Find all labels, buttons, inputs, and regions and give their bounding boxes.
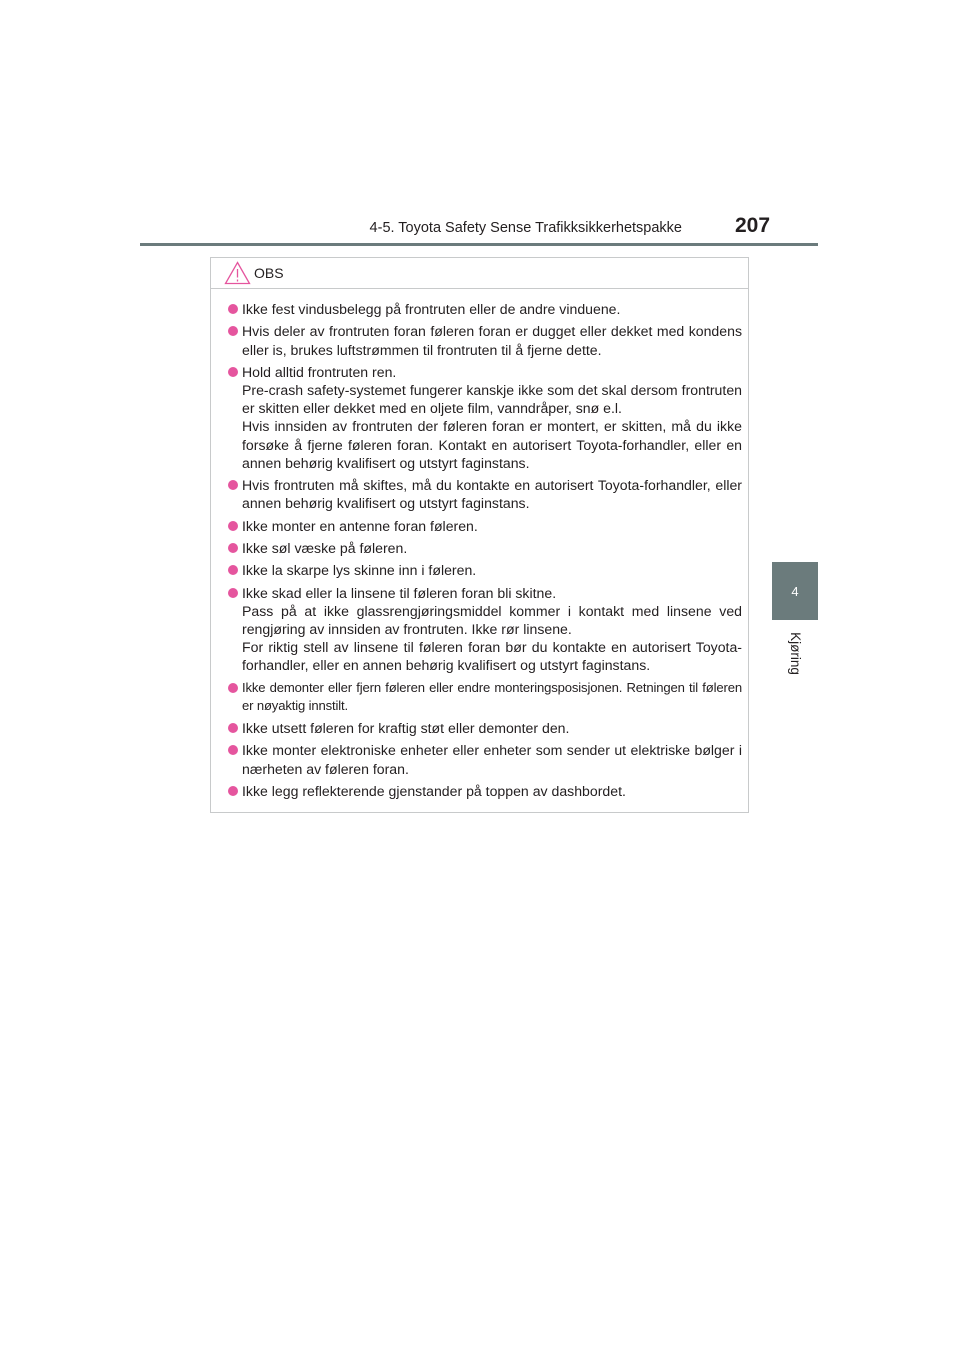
notice-box: [210, 257, 749, 813]
notice-item-text: Ikke søl væske på føleren.: [242, 539, 408, 556]
bullet-icon: [228, 683, 238, 693]
bullet-icon: [228, 588, 238, 598]
notice-item-text: Ikke demonter eller fjern føleren eller endre monteringsposisjonen. Retningen til føleren er nøyaktig innstilt.: [242, 679, 742, 713]
notice-item-text: Ikke utsett føleren for kraftig støt eller demonter den.: [242, 720, 570, 737]
notice-item: [228, 300, 742, 318]
notice-item: [228, 741, 742, 777]
bullet-icon: [228, 326, 238, 336]
chapter-label-wrapper: [773, 628, 817, 678]
notice-item: [228, 322, 742, 358]
notice-item-text: Ikke monter elektroniske enheter eller enheter som sender ut elektriske bølger i nærheten av føleren foran.: [242, 742, 742, 777]
notice-item: [228, 561, 742, 579]
bullet-icon: [228, 543, 238, 553]
bullet-icon: [228, 367, 238, 377]
section-title: 4-5. Toyota Safety Sense Trafikksikkerhetspakke: [369, 220, 682, 236]
notice-item-text: Hvis innsiden av frontruten der føleren foran er montert, er skitten, må du ikke forsøke å fjerne føleren foran. Kontakt en autorisert Toyota-forhandler, eller en annen behørig kvalifisert og utstyrt faginstans.: [242, 418, 742, 471]
notice-item-text: Pre-crash safety-systemet fungerer kanskje ikke som det skal dersom frontruten er skitten eller dekket med en oljete film, vanndråper, snø e.l.: [242, 382, 742, 417]
notice-list: [211, 289, 748, 800]
notice-item-text: Ikke fest vindusbelegg på frontruten eller de andre vinduene.: [242, 301, 621, 317]
notice-header: [211, 258, 748, 289]
notice-item-text: Ikke monter en antenne foran føleren.: [242, 517, 478, 534]
chapter-tab: [772, 562, 818, 620]
notice-item-text: Hvis deler av frontruten foran føleren foran er dugget eller dekket med kondens eller is, brukes luftstrømmen til frontruten til å fjerne dette.: [242, 323, 742, 358]
notice-title: OBS: [254, 265, 284, 281]
page-number: 207: [735, 214, 771, 237]
notice-item-text: Pass på at ikke glassrengjøringsmiddel kommer i kontakt med linsene ved rengjøring av innsiden av frontruten. Ikke rør linsene.: [242, 602, 742, 637]
notice-item: [228, 476, 742, 512]
bullet-icon: [228, 565, 238, 575]
bullet-icon: [228, 786, 238, 796]
bullet-icon: [228, 480, 238, 490]
header-rule: [140, 243, 818, 246]
warning-triangle-icon: [224, 261, 251, 285]
notice-item: [228, 539, 742, 557]
notice-item: [228, 782, 742, 800]
notice-item: [228, 679, 742, 715]
notice-item-text: Ikke legg reflekterende gjenstander på toppen av dashbordet.: [242, 782, 626, 799]
bullet-icon: [228, 304, 238, 314]
notice-item: [228, 363, 742, 472]
chapter-label: Kjøring: [787, 631, 803, 675]
notice-item-text: Hold alltid frontruten ren.: [242, 363, 397, 380]
bullet-icon: [228, 521, 238, 531]
chapter-number: 4: [791, 583, 799, 599]
notice-item: [228, 719, 742, 737]
notice-item-text: Ikke skad eller la linsene til føleren foran bli skitne.: [242, 584, 557, 601]
bullet-icon: [228, 745, 238, 755]
bullet-icon: [228, 723, 238, 733]
notice-item: [228, 517, 742, 535]
notice-item-text: Ikke la skarpe lys skinne inn i føleren.: [242, 562, 477, 579]
notice-item-text: Hvis frontruten må skiftes, må du kontakte en autorisert Toyota-forhandler, eller annen behørig kvalifisert og utstyrt faginstans.: [242, 477, 742, 512]
notice-item: [228, 584, 742, 675]
notice-item-text: For riktig stell av linsene til føleren foran bør du kontakte en autorisert Toyota-forhandler, eller en annen behørig kvalifisert og utstyrt faginstans.: [242, 639, 742, 674]
